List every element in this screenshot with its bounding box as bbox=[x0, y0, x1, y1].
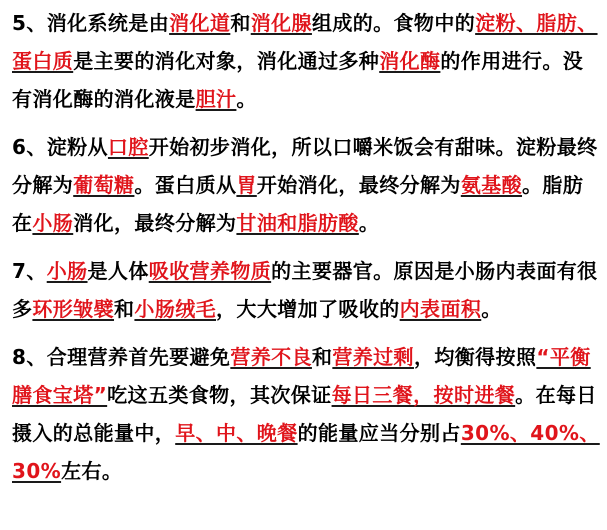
text-segment: 和 bbox=[114, 297, 135, 321]
paragraph-5 bbox=[12, 4, 601, 118]
highlighted-term: 吸收营养物质 bbox=[148, 259, 272, 283]
paragraph-8 bbox=[12, 338, 601, 490]
highlighted-term: 胃 bbox=[236, 173, 257, 197]
text-segment: 是人体 bbox=[87, 259, 149, 283]
text-segment: 的能量应当分别占 bbox=[297, 421, 461, 445]
highlighted-term: 早、中、晚餐 bbox=[175, 421, 298, 445]
highlighted-term: 口腔 bbox=[107, 135, 149, 159]
text-segment: 7、 bbox=[12, 259, 47, 283]
text-segment: 左右。 bbox=[61, 459, 123, 483]
highlighted-term: 环形皱襞 bbox=[32, 297, 115, 321]
text-segment: 和 bbox=[311, 345, 333, 369]
highlighted-term: 淀粉、脂肪、蛋白质 bbox=[12, 11, 598, 73]
text-segment: 6、淀粉从 bbox=[12, 135, 108, 159]
text-segment: 的作用进行。没有消化酶的消化液是 bbox=[12, 49, 584, 111]
text-segment: 8、合理营养首先要避免 bbox=[12, 345, 231, 369]
text-segment: 吃这五类食物，其次保证 bbox=[107, 383, 332, 407]
highlighted-term: 氨基酸 bbox=[460, 173, 523, 197]
paragraph-7 bbox=[12, 252, 601, 328]
text-segment: ，均衡得按照 bbox=[413, 345, 537, 369]
highlighted-term: 消化腺 bbox=[250, 11, 312, 35]
highlighted-term: 营养不良 bbox=[230, 345, 312, 369]
highlighted-term: 营养过剩 bbox=[332, 345, 414, 369]
text-segment: 。 bbox=[358, 211, 380, 235]
text-segment: 。 bbox=[236, 87, 257, 111]
text-segment: 5、消化系统是由 bbox=[12, 11, 170, 35]
highlighted-term: 小肠 bbox=[32, 211, 74, 235]
highlighted-term: 30%、40%、30% bbox=[12, 421, 600, 483]
text-segment: 开始初步消化，所以口嚼米饭会有甜味。淀粉最终分解为 bbox=[12, 135, 598, 197]
highlighted-term: 消化酶 bbox=[379, 49, 441, 73]
text-segment: 是主要的消化对象，消化通过多种 bbox=[73, 49, 380, 73]
text-segment: 的主要器官。原因是小肠内表面有很多 bbox=[12, 259, 598, 321]
text-segment: 消化，最终分解为 bbox=[73, 211, 237, 235]
highlighted-term: 小肠 bbox=[46, 259, 88, 283]
highlighted-term: 内表面积 bbox=[399, 297, 482, 321]
highlighted-term: 每日三餐，按时进餐 bbox=[331, 383, 516, 407]
text-segment: 。 bbox=[481, 297, 502, 321]
text-segment: 组成的。食物中的 bbox=[311, 11, 476, 35]
text-segment: 。蛋白质从 bbox=[134, 173, 237, 197]
paragraph-6 bbox=[12, 128, 601, 242]
highlighted-term: 甘油和脂肪酸 bbox=[236, 211, 359, 235]
highlighted-term: 消化道 bbox=[169, 11, 231, 35]
text-segment: ，大大增加了吸收的 bbox=[216, 297, 400, 321]
highlighted-term: 葡萄糖 bbox=[73, 173, 135, 197]
text-segment: 开始消化，最终分解为 bbox=[256, 173, 461, 197]
text-segment: 和 bbox=[230, 11, 251, 35]
text-segment: 。脂肪在 bbox=[12, 173, 584, 235]
highlighted-term: “平衡膳食宝塔” bbox=[12, 345, 591, 407]
highlighted-term: 小肠绒毛 bbox=[134, 297, 217, 321]
highlighted-term: 胆汁 bbox=[195, 87, 237, 111]
text-segment: 。在每日摄入的总能量中， bbox=[12, 383, 597, 445]
